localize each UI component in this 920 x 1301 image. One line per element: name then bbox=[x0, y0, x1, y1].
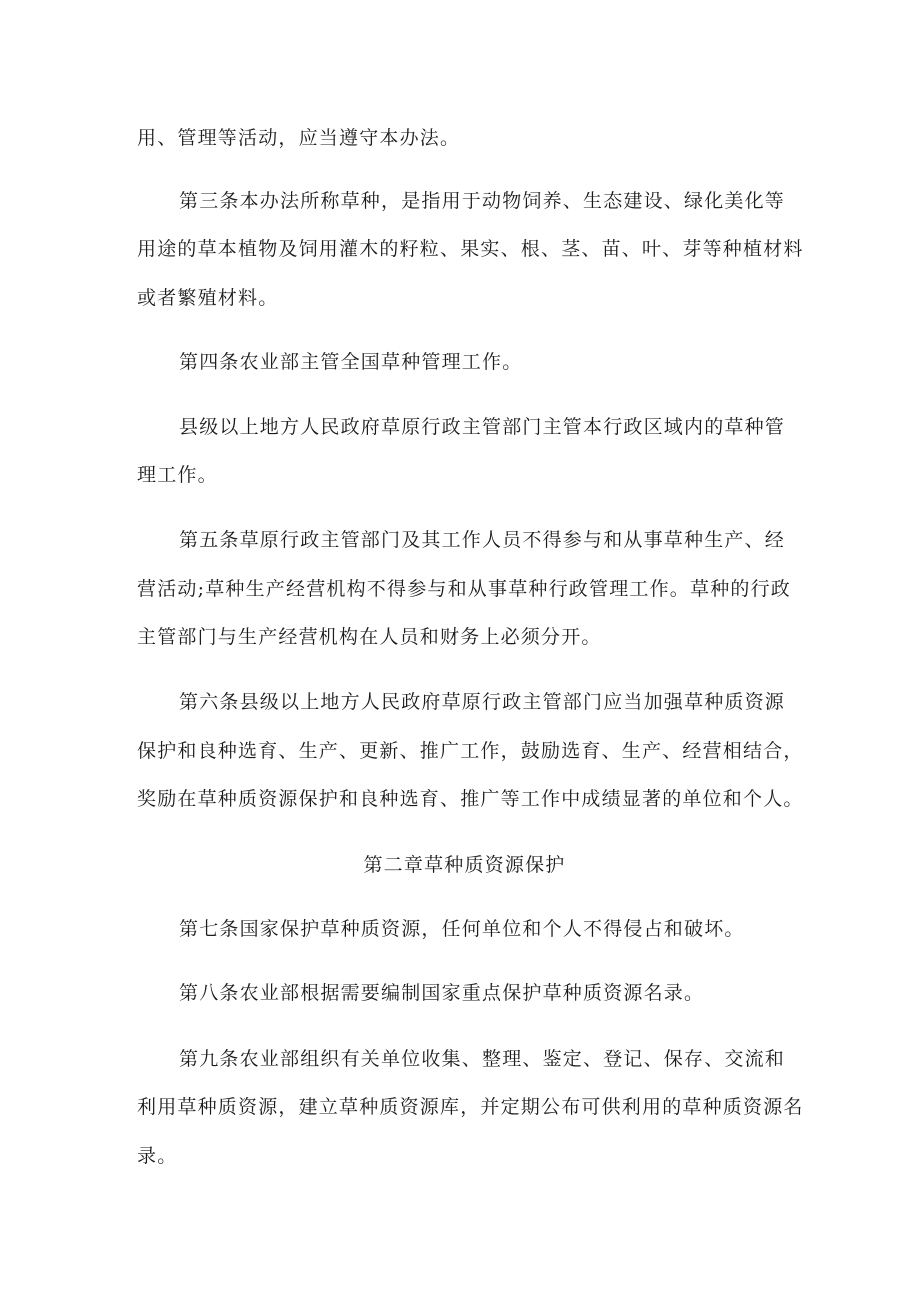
article-9-line-3: 录。 bbox=[137, 1145, 178, 1167]
article-3-line-3: 或者繁殖材料。 bbox=[137, 287, 279, 309]
article-6-line-3: 奖励在草种质资源保护和良种选育、推广等工作中成绩显著的单位和个人。 bbox=[137, 788, 804, 810]
article-4: 第四条农业部主管全国草种管理工作。 bbox=[179, 351, 523, 373]
article-8: 第八条农业部根据需要编制国家重点保护草种质资源名录。 bbox=[179, 982, 705, 1004]
chapter-2-heading: 第二章草种质资源保护 bbox=[363, 854, 566, 876]
paragraph-county-line-1: 县级以上地方人民政府草原行政主管部门主管本行政区域内的草种管 bbox=[179, 416, 786, 438]
article-9-line-1: 第九条农业部组织有关单位收集、整理、鉴定、登记、保存、交流和 bbox=[179, 1048, 786, 1070]
article-5-line-1: 第五条草原行政主管部门及其工作人员不得参与和从事草种生产、经 bbox=[179, 529, 786, 551]
article-6-line-2: 保护和良种选育、生产、更新、推广工作，鼓励选育、生产、经营相结合， bbox=[137, 740, 804, 762]
text-line: 用、管理等活动，应当遵守本办法。 bbox=[137, 127, 461, 149]
paragraph-county-line-2: 理工作。 bbox=[137, 464, 218, 486]
article-5-line-2: 营活动;草种生产经营机构不得参与和从事草种行政管理工作。草种的行政 bbox=[137, 578, 792, 600]
article-3-line-2: 用途的草本植物及饲用灌木的籽粒、果实、根、茎、苗、叶、芽等种植材料 bbox=[137, 238, 804, 260]
article-7: 第七条国家保护草种质资源，任何单位和个人不得侵占和破坏。 bbox=[179, 918, 745, 940]
article-9-line-2: 利用草种质资源，建立草种质资源库，并定期公布可供利用的草种质资源名 bbox=[137, 1096, 804, 1118]
article-5-line-3: 主管部门与生产经营机构在人员和财务上必须分开。 bbox=[137, 626, 602, 648]
article-6-line-1: 第六条县级以上地方人民政府草原行政主管部门应当加强草种质资源 bbox=[179, 691, 786, 713]
article-3-line-1: 第三条本办法所称草种，是指用于动物饲养、生态建设、绿化美化等 bbox=[179, 190, 786, 212]
